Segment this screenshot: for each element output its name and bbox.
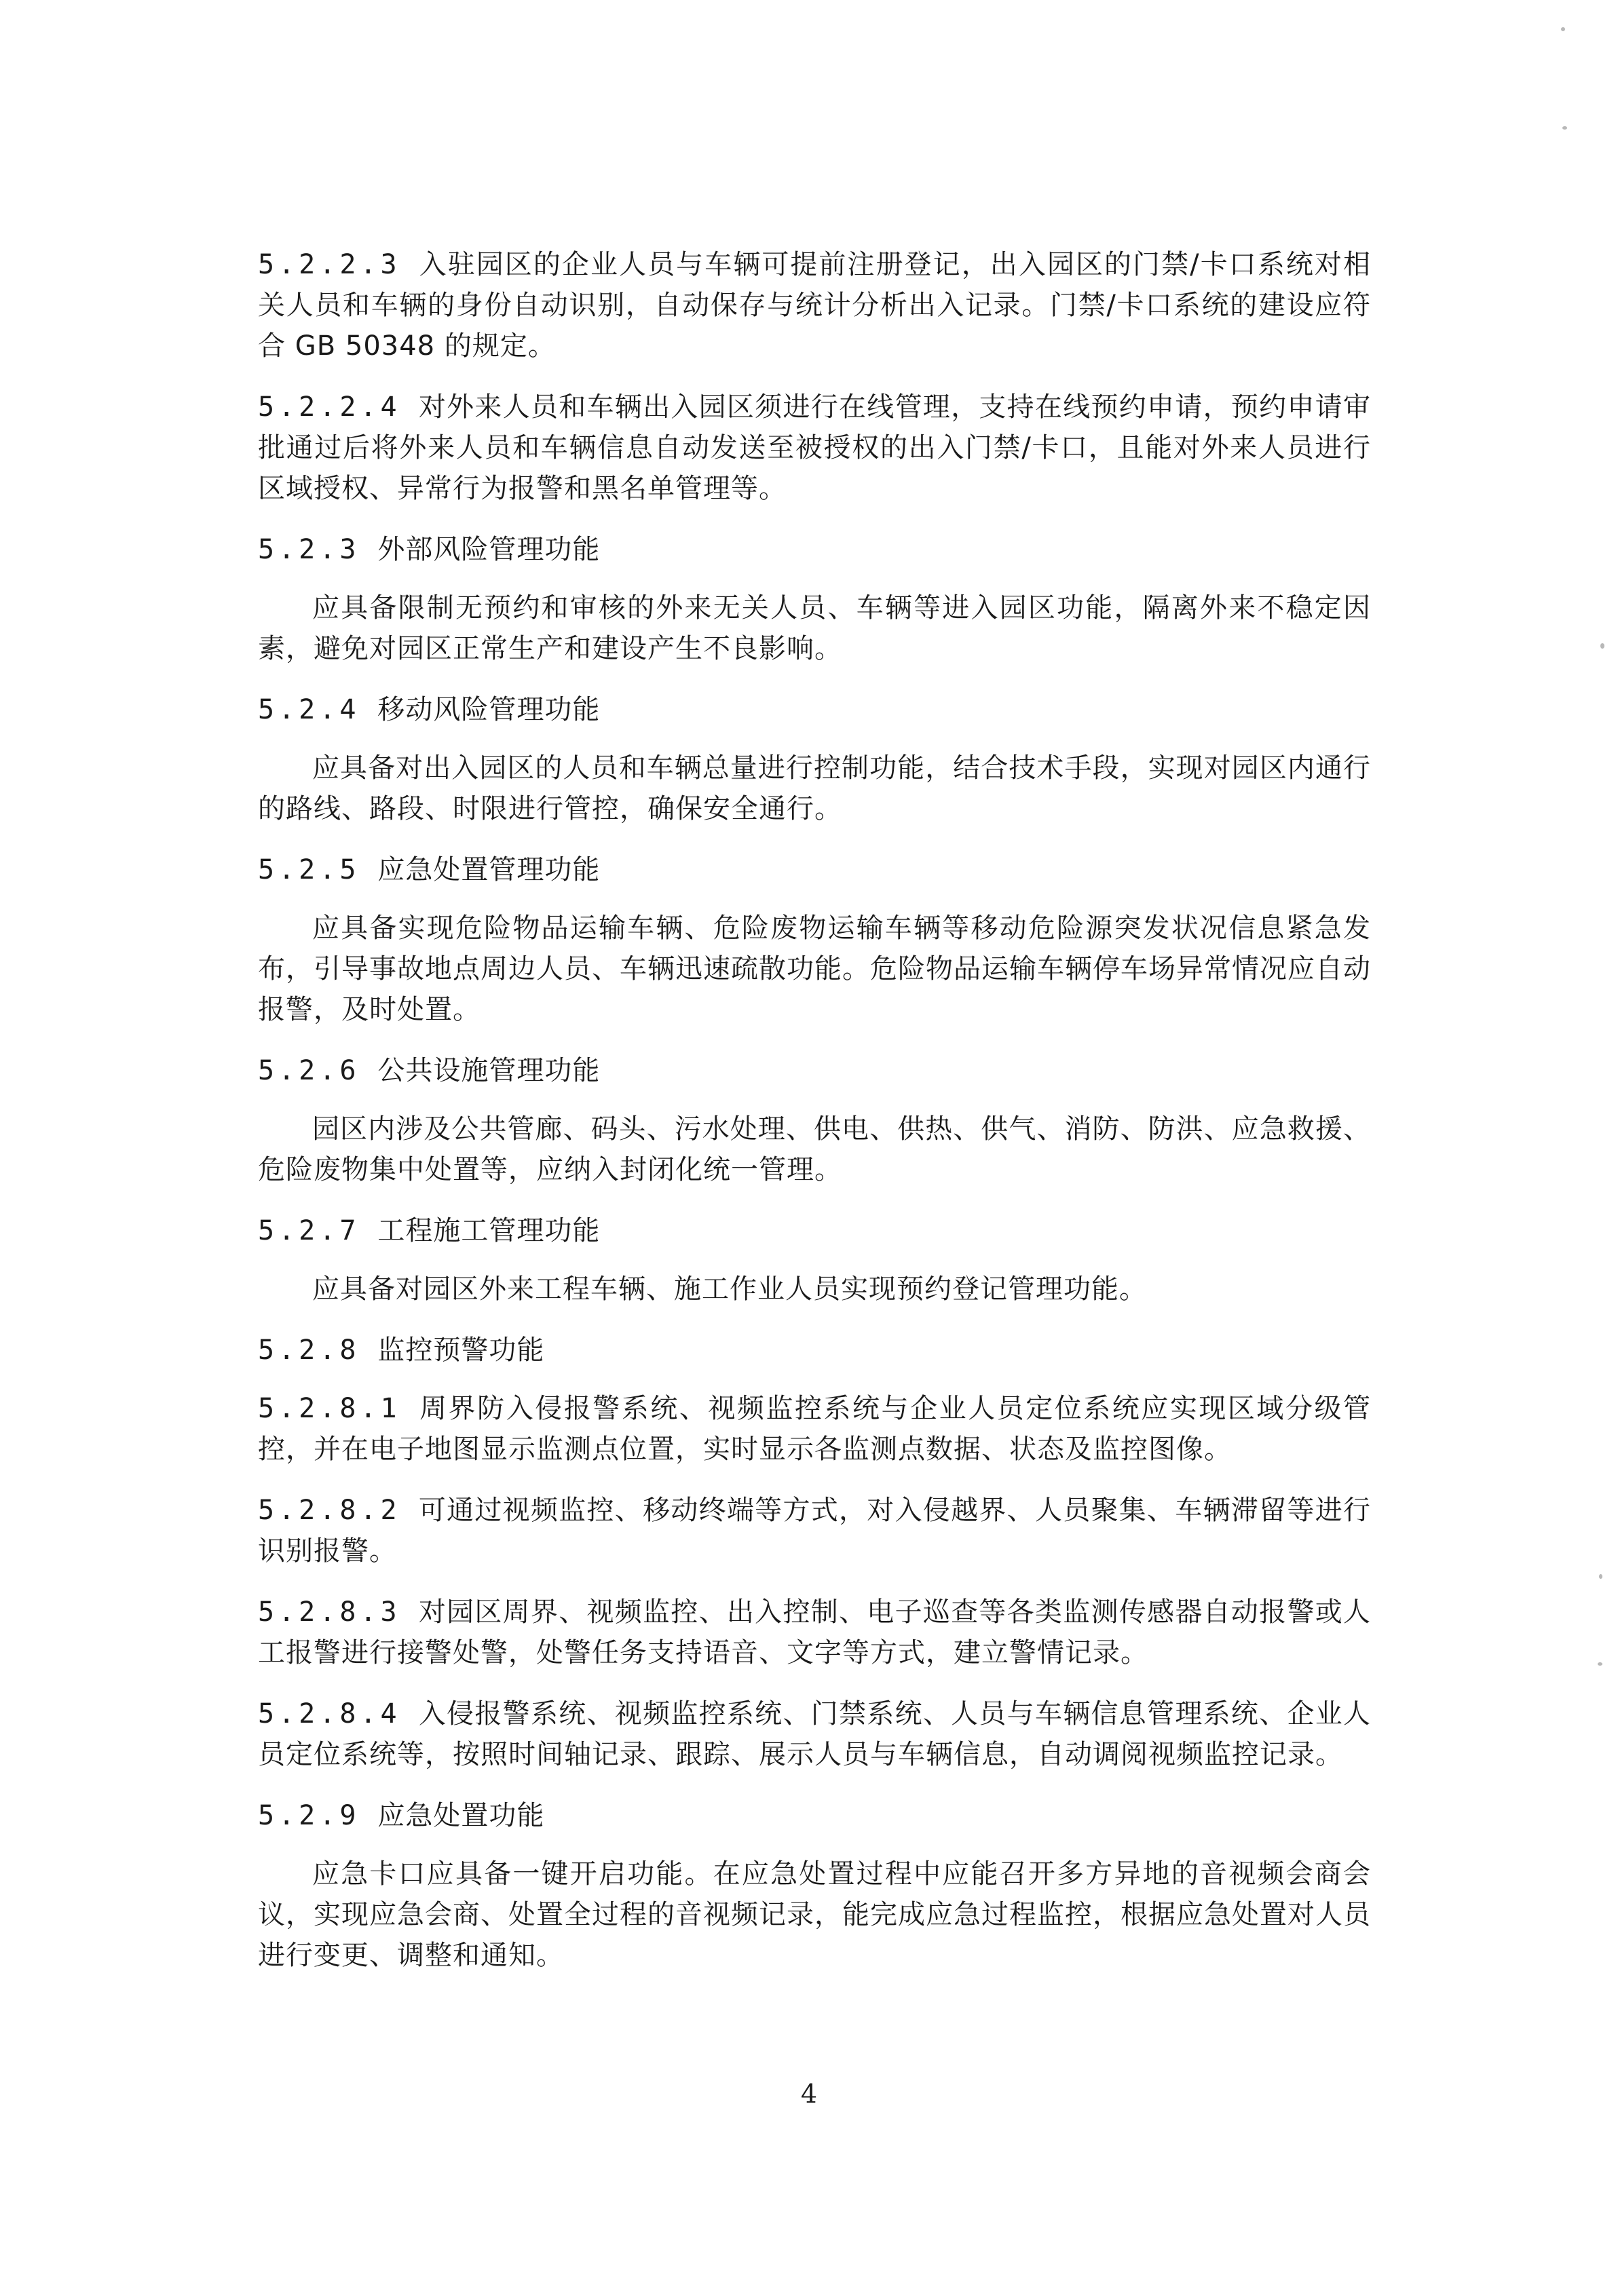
clause-paragraph [258,1592,1371,1673]
scan-speck [1600,643,1604,649]
clause-number: 5.2.6 [258,1055,360,1086]
scan-speck [1598,1662,1602,1666]
clause-number: 5.2.3 [258,534,360,565]
paragraph-text: 应具备实现危险物品运输车辆、危险废物运输车辆等移动危险源突发状况信息紧急发布，引导事故地点周边人员、车辆迅速疏散功能。危险物品运输车辆停车场异常情况应自动报警，及时处置。 [258,913,1371,1025]
body-paragraph [258,588,1371,669]
clause-number: 5.2.8.2 [258,1495,401,1526]
paragraph-text: 应急卡口应具备一键开启功能。在应急处置过程中应能召开多方异地的音视频会商会议，实现应急会商、处置全过程的音视频记录，能完成应急过程监控，根据应急处置对人员进行变更、调整和通知。 [258,1858,1371,1971]
clause-number: 5.2.9 [258,1800,360,1831]
section-heading [258,689,1371,730]
paragraph-text: 对园区周界、视频监控、出入控制、电子巡查等各类监测传感器自动报警或人工报警进行接警处警，处警任务支持语音、文字等方式，建立警情记录。 [258,1596,1371,1668]
clause-paragraph [258,1694,1371,1775]
paragraph-text: 应具备限制无预约和审核的外来无关人员、车辆等进入园区功能，隔离外来不稳定因素，避免对园区正常生产和建设产生不良影响。 [258,592,1371,664]
clause-number: 5.2.8 [258,1335,360,1366]
paragraph-text: 入驻园区的企业人员与车辆可提前注册登记，出入园区的门禁/卡口系统对相关人员和车辆的身份自动识别，自动保存与统计分析出入记录。门禁/卡口系统的建设应符合 GB 50348 的规定。 [258,249,1371,362]
heading-text: 移动风险管理功能 [377,694,601,725]
body-paragraph [258,1269,1371,1309]
clause-number: 5.2.4 [258,694,360,725]
heading-text: 应急处置管理功能 [377,854,601,885]
clause-number: 5.2.8.3 [258,1596,401,1628]
heading-text: 监控预警功能 [377,1335,545,1366]
body-paragraph [258,1854,1371,1976]
body-paragraph [258,748,1371,829]
section-heading [258,529,1371,570]
clause-number: 5.2.5 [258,854,360,885]
clause-paragraph [258,1388,1371,1470]
clause-number: 5.2.8.1 [258,1393,401,1424]
heading-text: 工程施工管理功能 [377,1215,601,1246]
heading-text: 外部风险管理功能 [377,534,601,565]
page-number: 4 [800,2079,818,2109]
section-heading [258,1050,1371,1091]
clause-paragraph [258,1490,1371,1571]
section-heading [258,1795,1371,1836]
clause-number: 5.2.2.3 [258,249,401,280]
section-heading [258,849,1371,890]
clause-number: 5.2.8.4 [258,1698,401,1729]
scan-speck [1561,27,1565,31]
section-heading [258,1330,1371,1371]
clause-paragraph [258,387,1371,509]
paragraph-text: 应具备对出入园区的人员和车辆总量进行控制功能，结合技术手段，实现对园区内通行的路线、路段、时限进行管控，确保安全通行。 [258,752,1371,824]
heading-text: 应急处置功能 [377,1800,545,1831]
heading-text: 公共设施管理功能 [377,1055,601,1086]
paragraph-text: 可通过视频监控、移动终端等方式，对入侵越界、人员聚集、车辆滞留等进行识别报警。 [258,1495,1371,1567]
document-body [258,244,1371,1996]
paragraph-text: 入侵报警系统、视频监控系统、门禁系统、人员与车辆信息管理系统、企业人员定位系统等，按照时间轴记录、跟踪、展示人员与车辆信息，自动调阅视频监控记录。 [258,1698,1371,1770]
body-paragraph [258,908,1371,1030]
paragraph-text: 园区内涉及公共管廊、码头、污水处理、供电、供热、供气、消防、防洪、应急救援、危险废物集中处置等，应纳入封闭化统一管理。 [258,1113,1371,1185]
paragraph-text: 周界防入侵报警系统、视频监控系统与企业人员定位系统应实现区域分级管控，并在电子地图显示监测点位置，实时显示各监测点数据、状态及监控图像。 [258,1393,1371,1465]
section-heading [258,1210,1371,1251]
paragraph-text: 应具备对园区外来工程车辆、施工作业人员实现预约登记管理功能。 [312,1274,1147,1305]
scan-speck [1562,126,1567,130]
scan-speck [1599,1574,1602,1579]
clause-number: 5.2.2.4 [258,391,401,423]
clause-paragraph [258,244,1371,366]
body-paragraph [258,1109,1371,1190]
clause-number: 5.2.7 [258,1215,360,1246]
paragraph-text: 对外来人员和车辆出入园区须进行在线管理，支持在线预约申请，预约申请审批通过后将外来人员和车辆信息自动发送至被授权的出入门禁/卡口，且能对外来人员进行区域授权、异常行为报警和黑名单管理等。 [258,391,1371,504]
